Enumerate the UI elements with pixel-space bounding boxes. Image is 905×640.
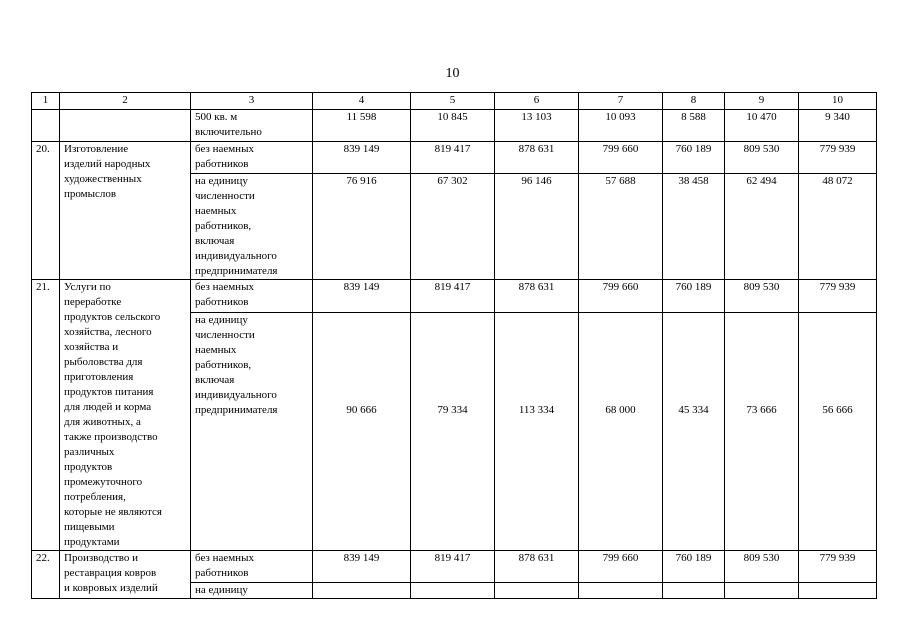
value-cell <box>495 583 579 599</box>
value-cell: 760 189 <box>663 142 725 174</box>
value-cell: 67 302 <box>411 174 495 280</box>
value-cell <box>313 583 411 599</box>
value-cell: 799 660 <box>579 142 663 174</box>
condition-cell: 500 кв. м включительно <box>191 110 313 142</box>
value-cell: 819 417 <box>411 142 495 174</box>
value-cell: 779 939 <box>799 142 877 174</box>
value-cell: 779 939 <box>799 280 877 313</box>
header-cell: 5 <box>411 93 495 110</box>
value-cell: 10 093 <box>579 110 663 142</box>
header-cell: 3 <box>191 93 313 110</box>
activity-name: Производство и реставрация ковров и ковровых изделий <box>60 551 191 599</box>
condition-cell: на единицу численности наемных работников, включая индивидуального предпринимателя <box>191 174 313 280</box>
condition-cell: без наемных работников <box>191 551 313 583</box>
table-row <box>32 110 877 142</box>
value-cell: 779 939 <box>799 551 877 583</box>
table-row <box>32 142 877 174</box>
value-cell: 760 189 <box>663 280 725 313</box>
header-cell: 2 <box>60 93 191 110</box>
value-cell <box>411 583 495 599</box>
activity-name: Услуги по переработке продуктов сельского хозяйства, лесного хозяйства и рыболовства для приготовления продуктов питания для людей и корма для животных, а также производство различных продуктов промежуточного потребления, которые не являются пищевыми продуктами <box>60 280 191 551</box>
value-cell: 819 417 <box>411 280 495 313</box>
row-number: 20. <box>32 142 60 280</box>
row-number: 22. <box>32 551 60 599</box>
table-row <box>32 551 877 583</box>
tariff-table <box>31 92 877 599</box>
value-cell: 11 598 <box>313 110 411 142</box>
value-cell: 799 660 <box>579 551 663 583</box>
value-cell: 38 458 <box>663 174 725 280</box>
value-cell: 76 916 <box>313 174 411 280</box>
header-cell: 6 <box>495 93 579 110</box>
row-number <box>32 110 60 142</box>
value-cell: 73 666 <box>725 312 799 550</box>
activity-name <box>60 110 191 142</box>
value-cell: 48 072 <box>799 174 877 280</box>
condition-cell: на единицу <box>191 583 313 599</box>
value-cell: 839 149 <box>313 551 411 583</box>
value-cell <box>725 583 799 599</box>
header-row <box>32 93 877 110</box>
condition-cell: без наемных работников <box>191 280 313 313</box>
value-cell: 799 660 <box>579 280 663 313</box>
header-cell: 9 <box>725 93 799 110</box>
header-cell: 1 <box>32 93 60 110</box>
value-cell: 113 334 <box>495 312 579 550</box>
value-cell: 57 688 <box>579 174 663 280</box>
value-cell: 839 149 <box>313 142 411 174</box>
page-number: 10 <box>445 66 460 81</box>
header-cell: 8 <box>663 93 725 110</box>
value-cell: 809 530 <box>725 280 799 313</box>
condition-cell: на единицу численности наемных работников, включая индивидуального предпринимателя <box>191 312 313 550</box>
value-cell: 819 417 <box>411 551 495 583</box>
value-cell: 90 666 <box>313 312 411 550</box>
value-cell: 96 146 <box>495 174 579 280</box>
value-cell: 45 334 <box>663 312 725 550</box>
header-cell: 10 <box>799 93 877 110</box>
value-cell: 62 494 <box>725 174 799 280</box>
value-cell <box>663 583 725 599</box>
value-cell: 8 588 <box>663 110 725 142</box>
value-cell: 56 666 <box>799 312 877 550</box>
condition-cell: без наемных работников <box>191 142 313 174</box>
header-cell: 7 <box>579 93 663 110</box>
value-cell: 9 340 <box>799 110 877 142</box>
value-cell: 10 470 <box>725 110 799 142</box>
value-cell: 809 530 <box>725 142 799 174</box>
value-cell <box>799 583 877 599</box>
value-cell: 79 334 <box>411 312 495 550</box>
table-row <box>32 280 877 313</box>
value-cell: 760 189 <box>663 551 725 583</box>
value-cell: 878 631 <box>495 280 579 313</box>
value-cell: 878 631 <box>495 551 579 583</box>
value-cell: 68 000 <box>579 312 663 550</box>
value-cell: 839 149 <box>313 280 411 313</box>
header-cell: 4 <box>313 93 411 110</box>
row-number: 21. <box>32 280 60 551</box>
value-cell: 878 631 <box>495 142 579 174</box>
value-cell <box>579 583 663 599</box>
activity-name: Изготовление изделий народных художественных промыслов <box>60 142 191 280</box>
value-cell: 10 845 <box>411 110 495 142</box>
value-cell: 13 103 <box>495 110 579 142</box>
value-cell: 809 530 <box>725 551 799 583</box>
